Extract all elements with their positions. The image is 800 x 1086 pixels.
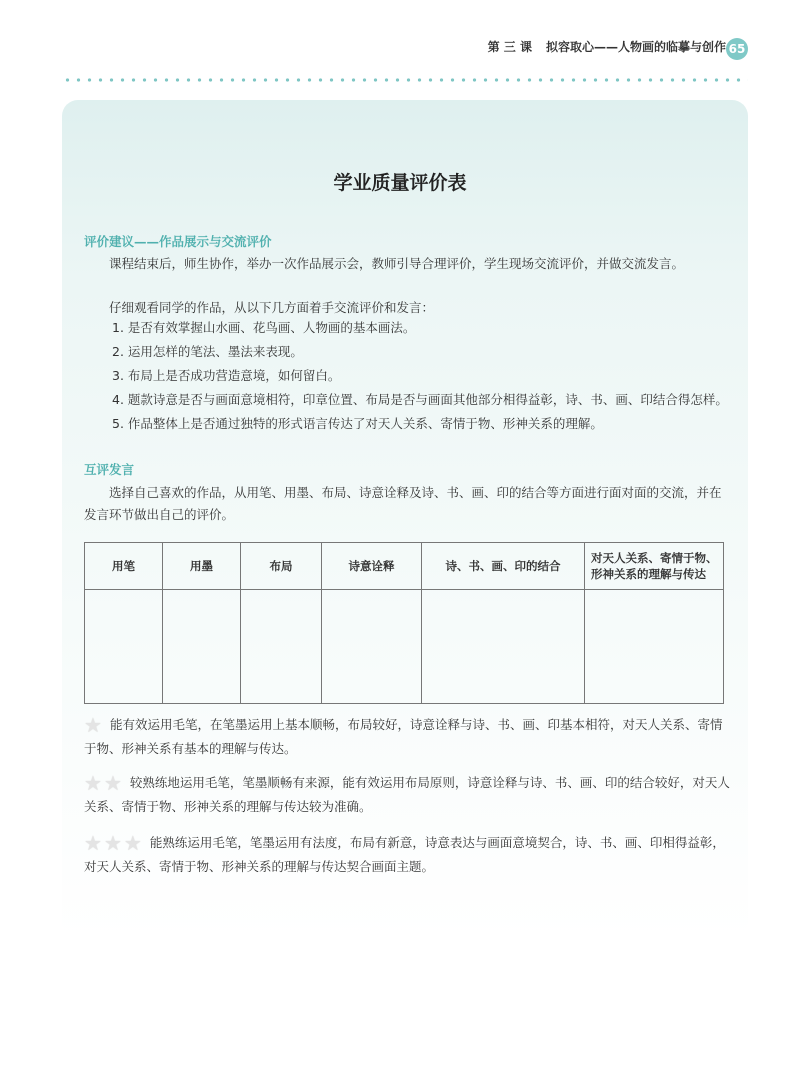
lesson-number: 第 三 课 — [487, 40, 532, 54]
table-header-cell: 布局 — [241, 543, 322, 590]
table-header-cell: 诗意诠释 — [322, 543, 422, 590]
criteria-item: 2. 运用怎样的笔法、墨法来表现。 — [112, 344, 303, 359]
star-rating-1 — [84, 713, 104, 738]
table-header-cell: 诗、书、画、印的结合 — [422, 543, 585, 590]
table-cell[interactable] — [422, 590, 585, 704]
table-header-cell: 用墨 — [163, 543, 241, 590]
criteria-item: 4. 题款诗意是否与画面意境相符，印章位置、布局是否与画面其他部分相得益彰，诗、书、画、印结合得怎样。 — [112, 392, 728, 407]
lesson-title: 拟容取心——人物画的临摹与创作 — [545, 40, 726, 54]
criteria-item: 3. 布局上是否成功营造意境，如何留白。 — [112, 368, 341, 383]
criteria-item: 1. 是否有效掌握山水画、花鸟画、人物画的基本画法。 — [112, 320, 416, 335]
table-header-cell: 用笔 — [85, 543, 163, 590]
rating-one-star — [84, 714, 734, 759]
evaluation-table — [84, 542, 724, 704]
intro-paragraph: 课程结束后，师生协作，举办一次作品展示会，教师引导合理评价，学生现场交流评价，并做交流发言。 — [109, 256, 685, 271]
star-icon: ★ — [84, 831, 102, 855]
star-icon: ★ — [84, 713, 102, 737]
table-header-cell: 对天人关系、寄情于物、形神关系的理解与传达 — [585, 543, 724, 590]
rating-two-star — [84, 772, 734, 817]
table-cell[interactable] — [85, 590, 163, 704]
rating-text: 能有效运用毛笔，在笔墨运用上基本顺畅，布局较好，诗意诠释与诗、书、画、印基本相符，对天人关系、寄情于物、形神关系有基本的理解与传达。 — [84, 717, 723, 756]
page-number: 65 — [726, 38, 748, 60]
criteria-item: 5. 作品整体上是否通过独特的形式语言传达了对天人关系、寄情于物、形神关系的理解。 — [112, 416, 603, 431]
table-cell[interactable] — [322, 590, 422, 704]
table-cell[interactable] — [585, 590, 724, 704]
criteria-list — [84, 316, 734, 436]
table-header-row — [85, 543, 724, 590]
star-rating-3 — [84, 831, 144, 856]
table-row — [85, 590, 724, 704]
section-heading-evaluation: 评价建议——作品展示与交流评价 — [84, 234, 272, 249]
page-title: 学业质量评价表 — [333, 172, 467, 194]
section-heading-peer-review: 互评发言 — [84, 462, 135, 477]
table-cell[interactable] — [241, 590, 322, 704]
star-icon: ★ — [103, 831, 122, 855]
peer-review-paragraph: 选择自己喜欢的作品，从用笔、用墨、布局、诗意诠释及诗、书、画、印的结合等方面进行面对面的交流，并在发言环节做出自己的评价。 — [84, 485, 722, 522]
star-icon: ★ — [123, 831, 142, 855]
star-icon: ★ — [103, 771, 122, 795]
lead-paragraph: 仔细观看同学的作品，从以下几方面着手交流评价和发言： — [109, 300, 435, 315]
rating-three-star — [84, 832, 734, 877]
rating-text: 能熟练运用毛笔，笔墨运用有法度，布局有新意，诗意表达与画面意境契合，诗、书、画、印相得益彰，对天人关系、寄情于物、形神关系的理解与传达契合画面主题。 — [84, 835, 725, 874]
table-cell[interactable] — [163, 590, 241, 704]
star-rating-2 — [84, 771, 124, 796]
rating-text: 较熟练地运用毛笔，笔墨顺畅有来源，能有效运用布局原则，诗意诠释与诗、书、画、印的结合较好，对天人关系、寄情于物、形神关系的理解与传达较为准确。 — [84, 775, 730, 814]
star-icon: ★ — [84, 771, 102, 795]
running-head — [488, 38, 726, 55]
dotted-divider — [62, 78, 748, 82]
